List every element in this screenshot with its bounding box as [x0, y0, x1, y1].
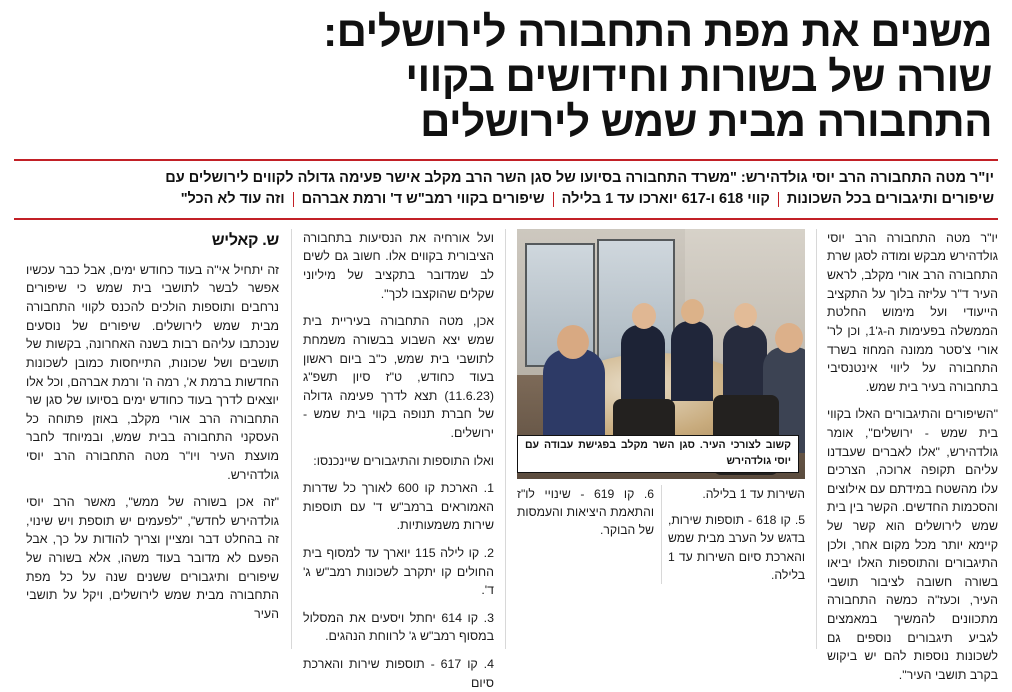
subheadline-divider-icon: [778, 192, 779, 207]
subheadline-divider-icon: [293, 192, 294, 207]
subheadline-divider-icon: [553, 192, 554, 207]
photo-caption: קשוב לצורכי העיר. סגן השר מקלב בפגישת עבודה עם יוסי גולדהירש: [517, 435, 799, 473]
paragraph: יו"ר מטה התחבורה הרב יוסי גולדהירש מבקש ומודה לסגן שרת התחבורה הרב אורי מקלב, לראש העיר ד"ר עליזה בלוך על התקציב הייעודי ועל מימוש החלטת הממשלה בפעימות ה-ג'1, וכן לר' אורי צ'סטר ממונה המחוז בשרד התחבורה על ליווי אינטנסיבי בתחבורה בעיר בית שמש.: [827, 230, 998, 394]
person-figure: [621, 325, 665, 411]
article-column-1: [816, 229, 998, 682]
subheadline-line-1: יו"ר מטה התחבורה הרב יוסי גולדהירש: "משרד התחבורה בסיועו של סגן השר הרב מקלב אישר פעימה גדולה לקווים לירושלים עם: [165, 169, 994, 186]
paragraph: זה יתחיל אי"ה בעוד כחודש ימים, אבל כבר עכשיו אפשר לבשר לתושבי בית שמש כי שיפורים נרחבים ותוספות הולכים להכנס לקווי התחבורה מבית שמש לירושלים. שיפורים של נוסעים שנכתבו עליהם רבות בשנה האחרונה, בקשות של תושבים ושל שכונות, התייחסות כמובן לשכונות החדשות ברמת א', רמה ה' ורמת אברהם, וכל אלו יוצאים לדרך בעוד כחודש ימים בסיועו של סגן שר התחבורה הרב אורי מקלב, באוזן פתוחה כל העסקני התחבורה בבית שמש, ובמיוחד לחבר מועצת העיר ויו"ר מטה התחבורה הרב יוסי גולדהירש.: [26, 262, 279, 482]
paragraph: "זה אכן בשורה של ממש", מאשר הרב יוסי גולדהירש לחדש", "לפעמים יש תוספת ויש שינוי, זה בהחלט דבר ומציין וצריך להודות על כך, אבל הפעם לא מדובר בעוד משהו, אלא בשורה של שיפורים ותיגבורים ששנים שנה על כל מפת התחבורה מבית שמש לירושלים, ויקל על תושבי העיר: [26, 495, 279, 621]
list-item: 4. קו 617 - תוספות שירות והארכת סיום: [303, 657, 494, 690]
paragraph: השירות עד 1 בלילה.: [702, 486, 805, 501]
list-item: 1. הארכת קו 600 לאורך כל שדרות האמוראים ברמב"ש ד' עם תוספות שירות משמעותיות.: [303, 481, 495, 533]
list-item: 3. קו 614 יחתל ויסעים את המסלול במסוף רמב"ש ג' לרווחת הנהגים.: [303, 610, 494, 644]
headline-line-1: משנים את מפת התחבורה לירושלים:: [323, 8, 992, 55]
person-head: [775, 323, 803, 353]
paragraph: ועל אורחיה את הנסיעות בתחבורה הציבורית בקווים אלו. חשוב גם לשים לב שמדובר בתקציב של מיליוני שקלים שהוקצבו לכך".: [303, 230, 494, 301]
subheadline-segment-1: שיפורים ותיגבורים בכל השכונות: [786, 190, 994, 207]
article-column-4: [26, 229, 291, 649]
byline: ש. קאליש: [211, 231, 279, 249]
person-head: [681, 299, 704, 324]
paragraph: ואלו התוספות והתיגבורים שיינכנסו:: [313, 453, 494, 468]
headline-line-2: שורה של בשורות וחידושים בקווי: [405, 52, 992, 100]
paragraph: אכן, מטה התחבורה בעיריית בית שמש יצא השבוע בבשורה משמחת לתושבי בית שמש, כ"ב ביום ראשון בעוד כחודש, ט"ז סיון תשפ"ג (11.6.23) תצא לדרך פעימה גדולה של חברת תנופה בקווי בית שמש - ירושלים.: [303, 314, 494, 440]
page-headline: [14, 8, 998, 145]
person-head: [557, 325, 589, 359]
headline-line-3: התחבורה מבית שמש לירושלים: [420, 97, 992, 145]
meeting-room-photo: [517, 229, 805, 479]
subheadline-segment-4: וזה עוד לא הכל": [180, 190, 285, 207]
subheadline-block: [14, 159, 998, 220]
article-photo-figure: [517, 229, 805, 479]
paragraph: 5. קו 618 - תוספות שירות, בדגש על הערב מבית שמש והארכת סיום השירות עד 1 בלילה.: [668, 513, 805, 583]
article-columns: [14, 229, 998, 690]
subheadline-segment-2: קווי 618 ו-617 יוארכו עד 1 בלילה: [561, 190, 770, 207]
person-head: [632, 303, 656, 329]
subheadline-line-2: [18, 189, 994, 210]
paragraph: 6. קו 619 - שינויי לו"ז והתאמת היציאות והעמסות של הבוקר.: [517, 486, 654, 538]
paragraph: "השיפורים והתיגבורים האלו בקווי בית שמש - ירושלים", אומר גולדהירש, "אלו לאברים שעבדנו עליהם תקופה ארוכה, הצרכים עלו מהשטח במידתם עם אילוצים והסכמות החדשים. הקשר בין בית שמש לירושלים הוא קשר של קיימא יותר מכל מקום אחר, ולכן התיגבורים והתוספות האלו יביאו בשורה חשובה לציבור תושבי העיר, וכעז"ה כמשה התחבורה מתכוונים להמשיך במאמצים לגביע תיגבורים נוספים גם לשכונות נוספות להם יש ביקוש בקרב תושבי העיר".: [827, 407, 998, 682]
article-column-2-text: [517, 485, 805, 584]
subheadline-segment-3: שיפורים בקווי רמב"ש ד' ורמת אברהם: [301, 190, 545, 207]
person-head: [734, 303, 757, 328]
list-item: 2. קו לילה 115 יוארך עד למסוף בית החולים קו יתקרב לשכונות רמב"ש ג' ד'.: [303, 545, 494, 598]
article-column-3: [291, 229, 506, 690]
article-column-2: [506, 229, 816, 649]
person-figure: [671, 321, 713, 401]
